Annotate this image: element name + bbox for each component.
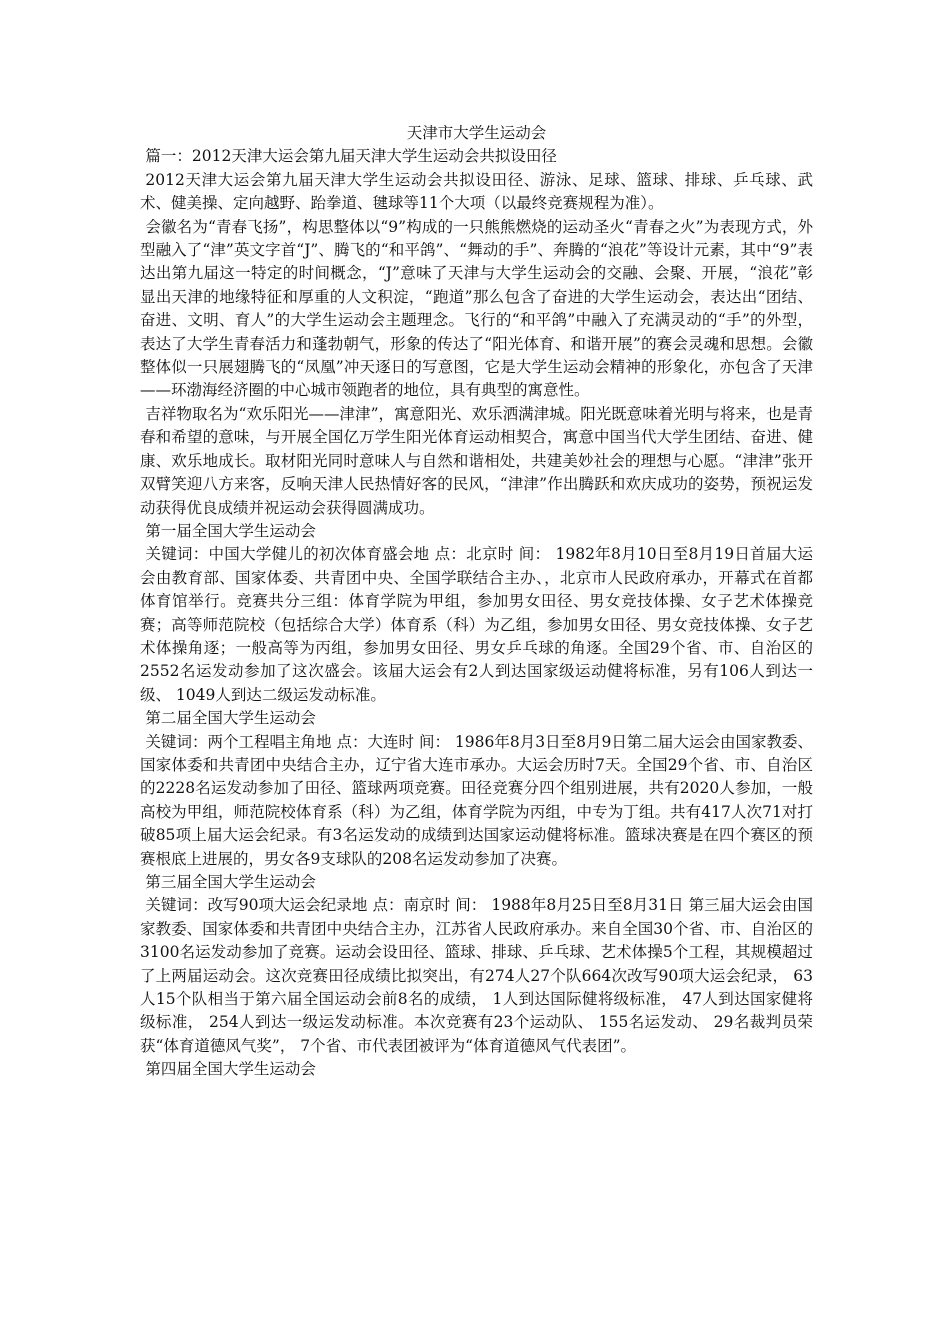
document-title: 天津市大学生运动会 xyxy=(406,124,547,142)
paragraph: 吉祥物取名为“欢乐阳光——津津”，寓意阳光、欢乐洒满津城。阳光既意味着光明与将来，也是青春和希望的意味，与开展全国亿万学生阳光体育运动相契合，寓意中国当代大学生团结、奋进、健康、欢乐地成长。取材阳光同时意味人与自然和谐相处，共建美妙社会的理想与心愿。“津津”张开双臂笑迎八方来客，反响天津人民热情好客的民风，“津津”作出腾跃和欢庆成功的姿势，预祝运发动获得优良成绩并祝运动会获得圆满成功。 xyxy=(140,404,813,517)
paragraph: 2012天津大运会第九届天津大学生运动会共拟设田径、游泳、足球、篮球、排球、乒乓球、武术、健美操、定向越野、跆拳道、毽球等11个大项（以最终竞赛规程为准）。 xyxy=(140,170,813,213)
section-heading: 第二届全国大学生运动会 xyxy=(145,709,316,728)
paragraph: 关键词：两个工程唱主角地 点：大连时 间： 1986年8月3日至8月9日第二届大运会由国家教委、国家体委和共青团中央结合主办，辽宁省大连市承办。大运会历时7天。全国29个省、市、自治区的2228名运发动参加了田径、篮球两项竞赛。田径竞赛分四个组别进展，共有2020人参加，一般高校为甲组，师范院校体育系（科）为乙组，体育学院为丙组，中专为丁组。共有417人次71对打破85项上届大运会纪录。有3名运发动的成绩到达国家运动健将标准。篮球决赛是在四个赛区的预赛根底上进展的，男女各9支球队的208名运发动参加了决赛。 xyxy=(140,732,813,868)
section-heading: 篇一：2012天津大运会第九届天津大学生运动会共拟设田径 xyxy=(145,147,557,166)
section-heading: 第一届全国大学生运动会 xyxy=(145,521,316,540)
document-page xyxy=(140,122,813,1082)
paragraph: 会徽名为“青春飞扬”，构思整体以“9”构成的一只熊熊燃烧的运动圣火“青春之火”为表现方式，外型融入了“津”英文字首“J”、腾飞的“和平鸽”、“舞动的手”、奔腾的“浪花”等设计元素，其中“9”表达出第九届这一特定的时间概念，“J”意味了天津与大学生运动会的交融、会聚、开展，“浪花”彰显出天津的地缘特征和厚重的人文积淀，“跑道”那么包含了奋进的大学生运动会，表达出“团结、奋进、文明、育人”的大学生运动会主题理念。飞行的“和平鸽”中融入了充满灵动的“手”的外型，表达了大学生青春活力和蓬勃朝气，形象的传达了“阳光体育、和谐开展”的赛会灵魂和思想。会徽整体似一只展翅腾飞的“凤凰”冲天逐日的写意图，它是大学生运动会精神的形象化，亦包含了天津——环渤海经济圈的中心城市领跑者的地位，具有典型的寓意性。 xyxy=(140,217,813,400)
section-heading: 第三届全国大学生运动会 xyxy=(145,873,316,891)
section-heading: 第四届全国大学生运动会 xyxy=(145,1060,316,1079)
paragraph: 关键词：改写90项大运会纪录地 点：南京时 间： 1988年8月25日至8月31日 第三届大运会由国家教委、国家体委和共青团中央结合主办，江苏省人民政府承办。来自全国30个省、市、自治区的3100名运发动参加了竞赛。运动会设田径、篮球、排球、乒乓球、艺术体操5个工程，其规模超过了上两届运动会。这次竞赛田径成绩比拟突出，有274人27个队664次改写90项大运会纪录， 63人15个队相当于第六届全国运动会前8名的成绩， 1人到达国际健将级标准， 47人到达国家健将级标准， 254人到达一级运发动标准。本次竞赛有23个运动队、 155名运发动、 29名裁判员荣获“体育道德风气奖”， 7个省、市代表团被评为“体育道德风气代表团”。 xyxy=(140,896,813,1055)
paragraph: 关键词：中国大学健儿的初次体育盛会地 点：北京时 间： 1982年8月10日至8月19日首届大运会由教育部、国家体委、共青团中央、全国学联结合主办、，北京市人民政府承办，开幕式在首都体育馆举行。竞赛共分三组：体育学院为甲组，参加男女田径、男女竞技体操、女子艺术体操竞赛；高等师范院校（包括综合大学）体育系（科）为乙组，参加男女田径、男女竞技体操、女子艺术体操角逐；一般高等为丙组，参加男女田径、男女乒乓球的角逐。全国29个省、市、自治区的2552名运发动参加了这次盛会。该届大运会有2人到达国家级运动健将标准，另有106人到达一级、 1049人到达二级运发动标准。 xyxy=(140,545,813,704)
